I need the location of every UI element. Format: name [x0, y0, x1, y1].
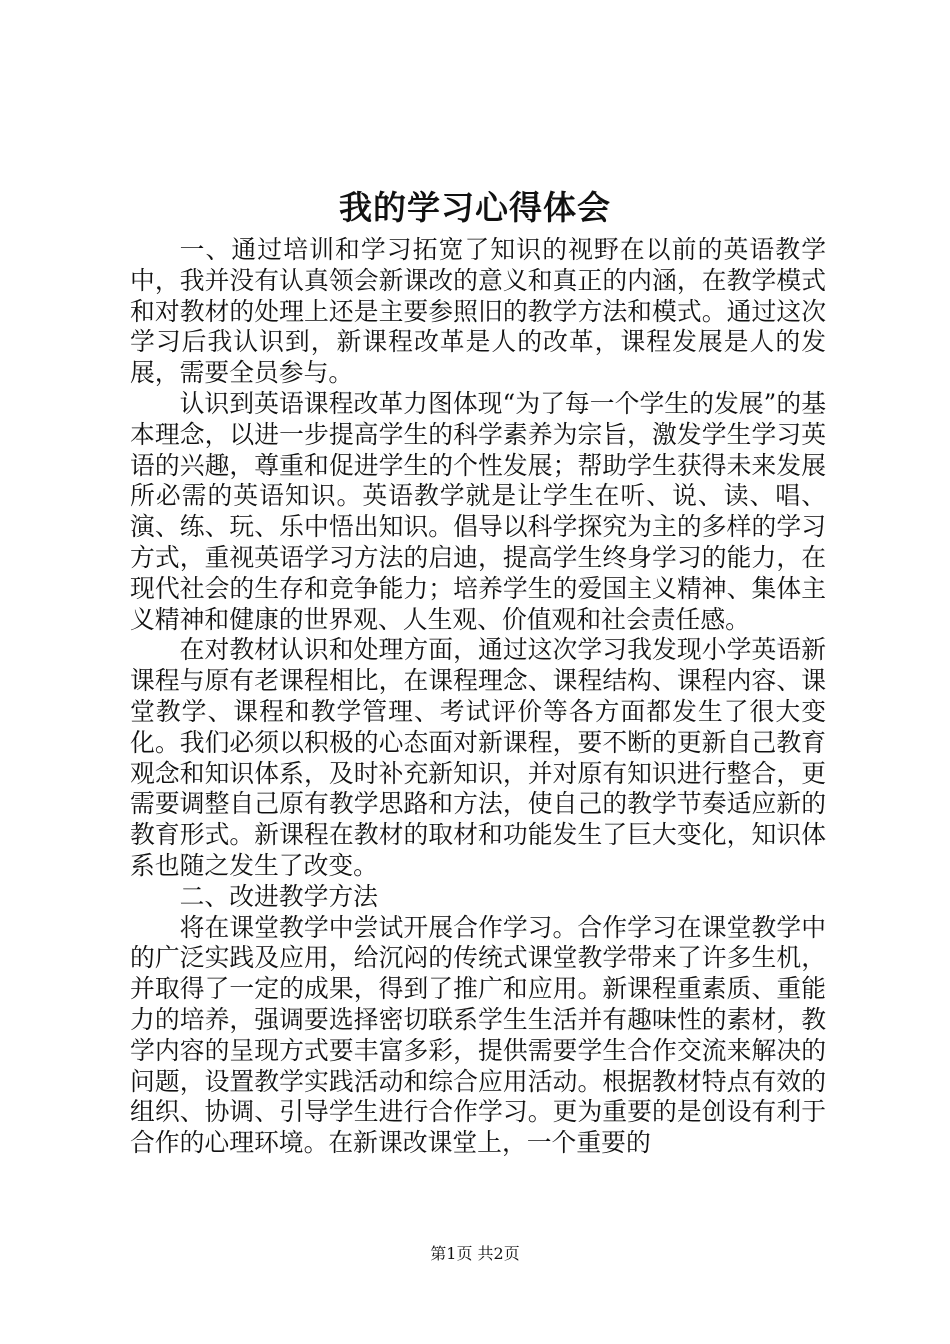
document-title: 我的学习心得体会 — [339, 188, 611, 227]
paragraph-1: 一、通过培训和学习拓宽了知识的视野在以前的英语教学中，我并没有认真领会新课改的意义和真正的内涵，在教学模式和对教材的处理上还是主要参照旧的教学方法和模式。通过这次学习后我认识到，新课程改革是人的改革，课程发展是人的发展，需要全员参与。 — [130, 235, 826, 388]
document-body — [130, 235, 826, 1159]
page-footer: 第1页 共2页 — [430, 1244, 520, 1263]
paragraph-3: 在对教材认识和处理方面，通过这次学习我发现小学英语新课程与原有老课程相比，在课程理念、课程结构、课程内容、课堂教学、课程和教学管理、考试评价等各方面都发生了很大变化。我们必须以积极的心态面对新课程，要不断的更新自己教育观念和知识体系，及时补充新知识，并对原有知识进行整合，更需要调整自己原有教学思路和方法，使自己的教学节奏适应新的教育形式。新课程在教材的取材和功能发生了巨大变化，知识体系也随之发生了改变。 — [130, 635, 826, 880]
section-heading-2: 二、改进教学方法 — [179, 881, 378, 911]
paragraph-2: 认识到英语课程改革力图体现“为了每一个学生的发展”的基本理念，以进一步提高学生的科学素养为宗旨，激发学生学习英语的兴趣，尊重和促进学生的个性发展；帮助学生获得未来发展所必需的英语知识。英语教学就是让学生在听、说、读、唱、演、练、玩、乐中悟出知识。倡导以科学探究为主的多样的学习方式，重视英语学习方法的启迪，提高学生终身学习的能力，在现代社会的生存和竞争能力；培养学生的爱国主义精神、集体主义精神和健康的世界观、人生观、价值观和社会责任感。 — [130, 388, 826, 634]
paragraph-4: 将在课堂教学中尝试开展合作学习。合作学习在课堂教学中的广泛实践及应用，给沉闷的传统式课堂教学带来了许多生机，并取得了一定的成果，得到了推广和应用。新课程重素质、重能力的培养，强调要选择密切联系学生生活并有趣味性的素材，教学内容的呈现方式要丰富多彩，提供需要学生合作交流来解决的问题，设置教学实践活动和综合应用活动。根据教材特点有效的组织、协调、引导学生进行合作学习。更为重要的是创设有利于合作的心理环境。在新课改课堂上，一个重要的 — [130, 912, 826, 1158]
